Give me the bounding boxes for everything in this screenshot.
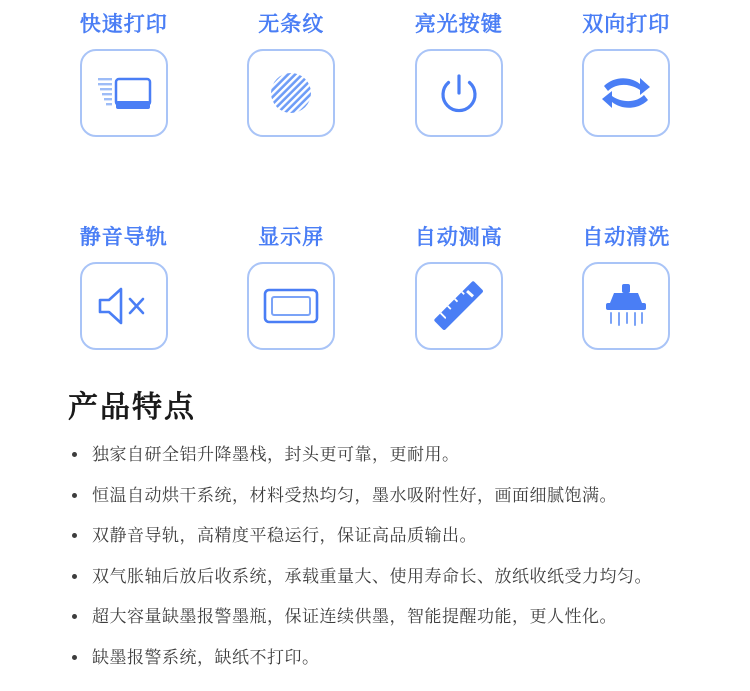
feature-item-display [208,161,376,360]
auto-clean-icon [598,283,654,329]
feature-icon-box [247,49,335,137]
feature-label: 显示屏 [258,226,325,249]
list-item: 双气胀轴后放后收系统，承载重量大、使用寿命长、放纸收纸受力均匀。 [70,564,710,590]
feature-label: 双向打印 [582,13,671,36]
feature-item-bidirectional-print [543,14,711,147]
mute-speaker-icon [96,284,152,328]
feature-icon-box [247,262,335,350]
feature-icon-box [582,262,670,350]
list-item: 独家自研全铝升降墨栈，封头更可靠，更耐用。 [70,442,710,468]
feature-icon-box [80,49,168,137]
feature-item-no-stripes [208,14,376,147]
feature-label: 自动清洗 [582,226,671,249]
feature-label: 自动测高 [414,226,503,249]
feature-icon-box [415,262,503,350]
feature-grid-row-2 [0,147,750,360]
display-screen-icon [263,286,319,326]
auto-height-measure-icon [433,280,485,332]
feature-label: 快速打印 [79,13,168,36]
no-stripes-icon [267,69,315,117]
feature-label: 亮光按键 [414,13,503,36]
feature-icon-box [415,49,503,137]
feature-item-auto-clean [543,161,711,360]
list-item: 恒温自动烘干系统，材料受热均匀，墨水吸附性好，画面细腻饱满。 [70,483,710,509]
power-button-icon [435,69,483,117]
bidirectional-print-icon [600,73,652,113]
feature-grid-row-1 [0,0,750,147]
feature-label: 无条纹 [258,13,325,36]
page-title: 产品特点 [68,391,196,424]
product-features-section [0,360,750,670]
feature-item-power-button [375,14,543,147]
feature-item-fast-print [40,14,208,147]
fast-print-icon [96,71,152,115]
list-item: 缺墨报警系统，缺纸不打印。 [70,645,710,671]
feature-icon-box [582,49,670,137]
feature-item-mute-rail [40,161,208,360]
feature-item-auto-height [375,161,543,360]
feature-bullet-list [40,442,710,670]
list-item: 双静音导轨，高精度平稳运行，保证高品质输出。 [70,523,710,549]
feature-icon-box [80,262,168,350]
feature-label: 静音导轨 [79,226,168,249]
list-item: 超大容量缺墨报警墨瓶，保证连续供墨，智能提醒功能，更人性化。 [70,604,710,630]
